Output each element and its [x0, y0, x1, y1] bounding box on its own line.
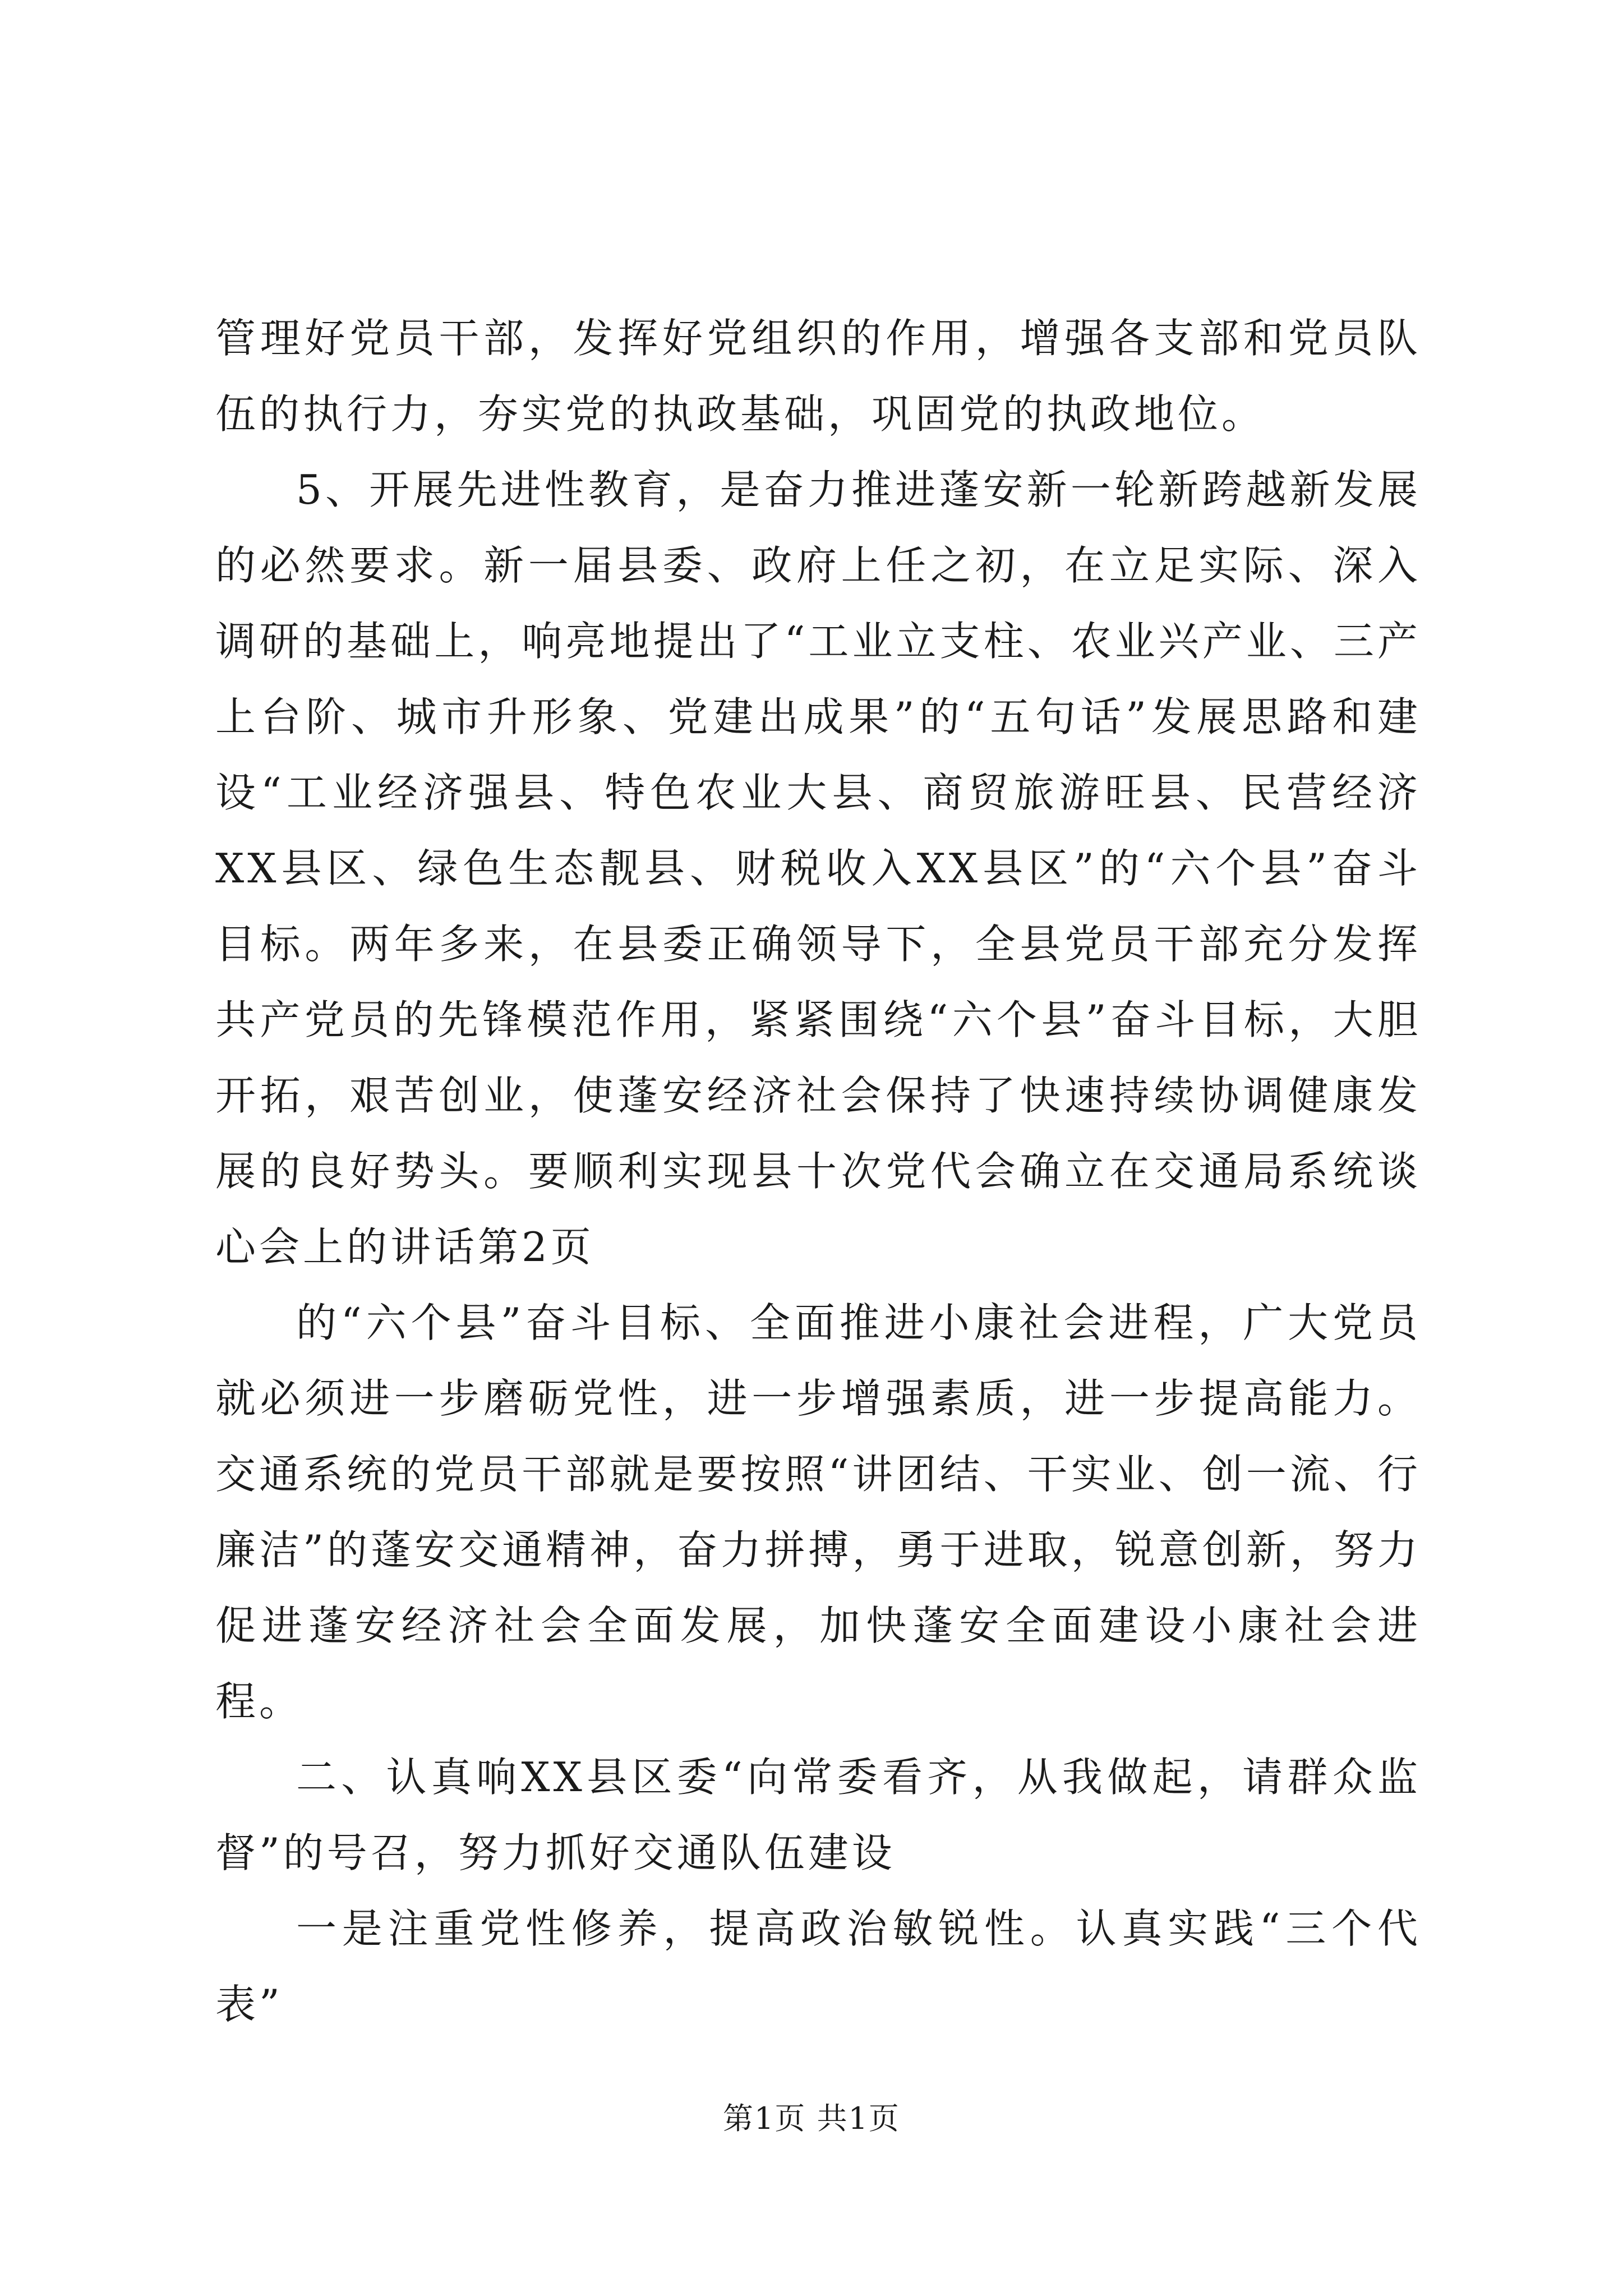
- paragraph-goals: 的“六个县”奋斗目标、全面推进小康社会进程，广大党员就必须进一步磨砺党性，进一步增强素质，进一步提高能力。交通系统的党员干部就是要按照“讲团结、干实业、创一流、行廉洁”的蓬安交通精神，奋力拼搏，勇于进取，锐意创新，努力促进蓬安经济社会全面发展，加快蓬安全面建设小康社会进程。: [215, 1299, 1421, 1725]
- document-body: [215, 301, 1421, 2042]
- paragraph-item-5: 5、开展先进性教育，是奋力推进蓬安新一轮新跨越新发展的必然要求。新一届县委、政府上任之初，在立足实际、深入调研的基础上，响亮地提出了“工业立支柱、农业兴产业、三产上台阶、城市升形象、党建出成果”的“五句话”发展思路和建设“工业经济强县、特色农业大县、商贸旅游旺县、民营经济XX县区、绿色生态靓县、财税收入XX县区”的“六个县”奋斗目标。两年多来，在县委正确领导下，全县党员干部充分发挥共产党员的先锋模范作用，紧紧围绕“六个县”奋斗目标，大胆开拓，艰苦创业，使蓬安经济社会保持了快速持续协调健康发展的良好势头。要顺利实现县十次党代会确立在交通局系统谈心会上的讲话第2页: [215, 466, 1421, 1271]
- page-footer: 第1页 共1页: [723, 2101, 900, 2136]
- paragraph-point-1: 一是注重党性修养，提高政治敏锐性。认真实践“三个代表”: [215, 1905, 1421, 2028]
- paragraph-continuation: 管理好党员干部，发挥好党组织的作用，增强各支部和党员队伍的执行力，夯实党的执政基础，巩固党的执政地位。: [215, 315, 1421, 438]
- section-heading-2: 二、认真响XX县区委“向常委看齐，从我做起，请群众监督”的号召，努力抓好交通队伍建设: [215, 1754, 1421, 1876]
